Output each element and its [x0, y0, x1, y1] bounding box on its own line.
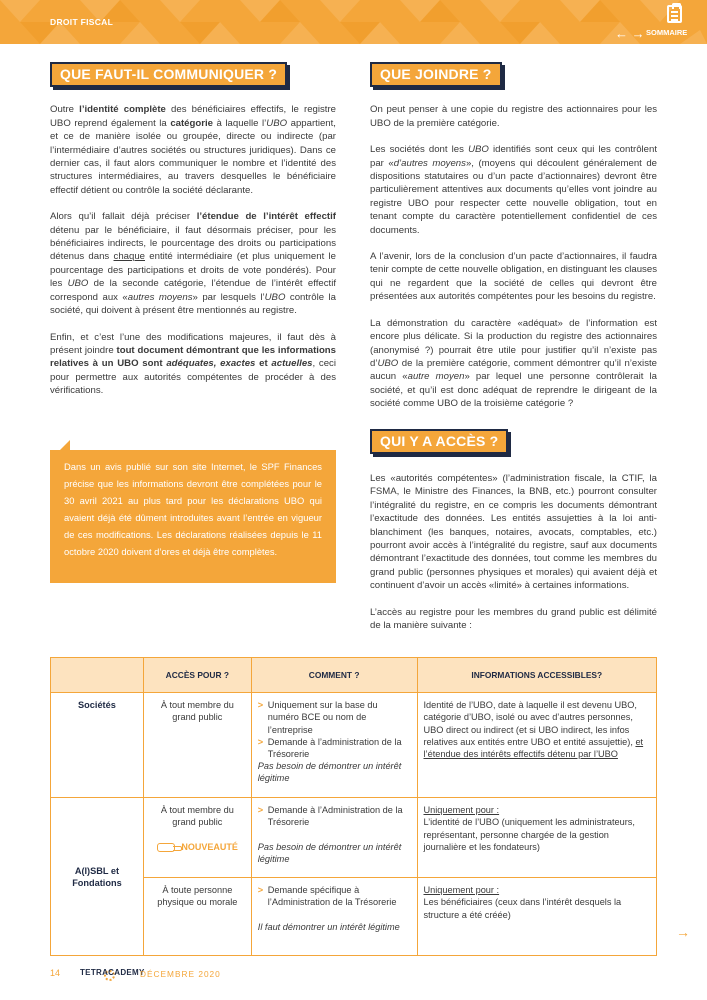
right-column: [370, 62, 657, 645]
text-run: l’étendue de l’intérêt effectif: [196, 211, 336, 223]
text-run: l’identité complète: [79, 104, 166, 116]
table-header-acces: ACCÈS POUR ?: [143, 658, 251, 693]
text-run: UBO: [67, 278, 89, 290]
text-run: autres moyens: [127, 291, 193, 303]
next-page-arrow[interactable]: →: [676, 924, 690, 940]
sommaire-link[interactable]: SOMMAIRE: [646, 28, 688, 37]
text-run: de la seconde catégorie, l’étendue de l’intérêt effectif correspond aux «: [50, 278, 336, 303]
text-run: Les «autorités compétentes» (l’administration fiscale, la CTIF, la FSMA, le Ministre des Finances, la BNB, etc.) pourront consulter l’intégralité du registre, en ce compris les documents démontrant l’exactitude des données. Les entités assujetties à la loi anti-blanchiment (les banques, notaires, avocats, comptables, etc.) pourront avoir accès à l’intégralité du registre, sauf aux documents démontrant l’exactitude des données, tout comme les membres du grand public (personnes physiques et morales) qui avaient déjà et continuent d’avoir un accès «limité» à certaines informations.: [370, 472, 657, 592]
note-text: Il faut démontrer un intérêt légitime: [257, 921, 400, 932]
acces-text: À tout membre du grand public: [160, 805, 234, 828]
bullet-item: > Demande à l’Administration de la Trésorerie: [258, 804, 411, 828]
info-text: Les bénéficiaires (ceux dans l’intérêt desquels la structure a été créée): [423, 897, 622, 920]
page-header: [0, 0, 707, 44]
heading-que-faut-il-communiquer: QUE FAUT-IL COMMUNIQUER ?: [50, 62, 287, 87]
text-run: identifiés sont ceux qui les contrôlent par «: [370, 144, 657, 169]
clipboard-icon[interactable]: [667, 5, 682, 23]
table-row-societes: [51, 693, 657, 798]
right-paragraph-2: [370, 143, 657, 237]
text-run: entité intermédiaire (et plus uniquement le pourcentage des participations et droits de vote pondérés). Pour les: [50, 251, 336, 290]
cell-acces-asbl-2: À toute personne physique ou morale: [143, 878, 251, 956]
text-run: , ceci pour permettre aux autorités compétentes de procéder à des vérifications.: [50, 358, 336, 397]
table-header-row: [51, 658, 657, 693]
text-run: » par lequel une personne contrôlerait la société, et qu’il est donc adéquat de reprendre le dirigeant de la société comme UBO de la troisième catégorie ?: [370, 371, 658, 410]
info-title: Uniquement pour :: [423, 885, 500, 896]
note-text: Pas besoin de démontrer un intérêt légitime: [257, 761, 402, 784]
issue-date: DÉCEMBRE 2020: [140, 969, 221, 979]
text-run: contrôle la société, qui doivent à présent être mentionnés au registre.: [50, 291, 336, 317]
text-run: Outre: [50, 104, 80, 116]
access-table: [50, 657, 657, 956]
tetracademy-logo: TETRACADEMY: [80, 968, 145, 977]
text-run: et: [255, 358, 272, 370]
text-run: UBO: [377, 357, 399, 369]
text-run: » par lesquels l’: [192, 291, 265, 303]
left-paragraph-2: [50, 210, 336, 317]
cell-info-societes: [417, 693, 657, 798]
left-column: [50, 62, 336, 411]
right-paragraph-1: [370, 103, 657, 130]
text-run: de la première catégorie, comment démontrer qu’il n’existe aucun «: [370, 357, 657, 383]
text-run: autre moyen: [407, 371, 465, 383]
row-label-societes: Sociétés: [51, 693, 144, 798]
nav-arrows[interactable]: ← →: [615, 26, 645, 41]
table-header-informations: INFORMATIONS ACCESSIBLES?: [417, 658, 657, 693]
cell-info-asbl-1: [417, 798, 657, 878]
text-run: UBO: [264, 291, 286, 303]
page-number: 14: [50, 968, 61, 978]
heading-que-joindre: QUE JOINDRE ?: [370, 62, 502, 87]
right-paragraph-4: [370, 317, 657, 411]
pointing-hand-icon: [157, 843, 175, 852]
table-row-asbl-1: [51, 798, 657, 878]
callout-text: Dans un avis publié sur son site Internet, le SPF Finances précise que les informations devront être complétées pour le 30 avril 2021 au plus tard pour les déclarations UBO qui avaient déjà été dûment introduites avant l’entrée en vigueur de ces modifications. Les déclarations réalisées depuis le 11 octobre 2020 doivent d’ores et déjà être complètes.: [64, 461, 322, 557]
nouveaute-label: NOUVEAUTÉ: [181, 841, 238, 852]
text-run: On peut penser à une copie du registre des actionnaires pour les UBO de la première catégorie.: [370, 104, 657, 129]
info-text: L’identité de l’UBO (uniquement les administrateurs, représentant, personne chargée de la gestion journalière et les fondateurs): [423, 817, 635, 852]
info-title: Uniquement pour :: [423, 805, 500, 816]
text-run: Enfin, et c’est l’une des modifications majeures, il faut dès à présent joindre: [50, 331, 336, 356]
right-paragraph-5: [370, 472, 657, 593]
section-label: DROIT FISCAL: [50, 17, 114, 27]
heading-qui-y-a-acces: QUI Y A ACCÈS ?: [370, 429, 508, 454]
text-run: La démonstration du caractère «adéquat» de l’information est encore plus délicate. Si la production du registre des actionnaires (anonymisé ?) pourrait être utile pour justifier qu’il n’existe pas d’: [370, 317, 657, 369]
text-run: Alors qu’il fallait déjà préciser: [50, 211, 197, 223]
cell-acces-asbl-1: [143, 798, 251, 878]
note-text: Pas besoin de démontrer un intérêt légitime: [257, 841, 402, 864]
text-run: à laquelle l’: [212, 117, 267, 129]
text-run: catégorie: [170, 117, 213, 129]
text-run: L’accès au registre pour les membres du grand public est délimité de la manière suivante :: [370, 606, 657, 631]
text-run: Les sociétés dont les: [370, 144, 469, 156]
right-paragraph-3: [370, 250, 657, 304]
bullet-item: > Demande à l’administration de la Trésorerie: [258, 736, 411, 760]
cell-info-asbl-2: [417, 878, 657, 956]
info-text: Identité de l’UBO, date à laquelle il est devenu UBO, catégorie d’UBO, isolé ou avec d’autres personnes, UBO direct ou indirect (et si UBO indirect, les infos relatives aux entités entre UBO et entité assujettie),: [423, 700, 637, 747]
cell-acces-societes: À tout membre du grand public: [143, 693, 251, 798]
text-run: A l’avenir, lors de la conclusion d’un pacte d’actionnaires, il faudra tenir compte de cette nouvelle obligation, en distinguant les clauses qui ne regardent que la société de celles qui devront être présentées aux autorités compétentes pour les besoins du registre.: [370, 251, 657, 303]
right-paragraph-6: [370, 606, 657, 633]
row-label-asbl: A(I)SBL et Fondations: [51, 798, 144, 956]
text-run: détenu par le bénéficiaire, il faut désormais préciser, pour les bénéficiaires indirects, le pourcentage des droits ou participations détenus dans: [50, 224, 336, 263]
text-run: UBO: [266, 117, 288, 129]
table-header-comment: COMMENT ?: [251, 658, 417, 693]
text-run: des bénéficiaires effectifs, le registre UBO reprend également la: [50, 104, 336, 129]
left-paragraph-3: [50, 331, 336, 398]
nouveaute-badge: [150, 841, 245, 853]
text-run: UBO: [468, 144, 489, 156]
table-header-blank: [51, 658, 144, 693]
text-run: chaque: [113, 251, 145, 263]
text-run: appartient, et ce de manière isolée ou groupée, directe ou indirecte (par l’intermédiaire d’autres sociétés ou structures juridiques). Dans ce dernier cas, il faut alors communiquer le nombre et l’identité des structures intermédiaires, au travers desquelles le bénéficiaire effectif détient ou contrôle la société déclarante.: [50, 117, 336, 196]
info-underlined-text: et l’étendue des intérêts effectifs détenu par l’UBO: [423, 736, 644, 760]
text-run: d’autres moyens: [393, 157, 466, 169]
callout-box: [50, 450, 336, 583]
cell-comment-asbl-1: [251, 798, 417, 878]
text-run: », (moyens qui découlent généralement de dispositions statutaires ou d’un pacte d’actionnaires) devront être particulièrement attentives aux documents qu’elles vont joindre au registre UBO pour respecter cette nouvelle obligation, tout en tenant compte du caractère potentiellement confidentiel de ces documents.: [370, 157, 658, 236]
cell-comment-societes: [251, 693, 417, 798]
bullet-item: > Demande spécifique à l’Administration de la Trésorerie: [258, 884, 411, 908]
cell-comment-asbl-2: [251, 878, 417, 956]
left-paragraph-1: [50, 103, 336, 197]
text-run: actuelles: [271, 358, 313, 370]
text-run: tout document démontrant que les informations relatives à un UBO sont: [50, 344, 336, 370]
bullet-item: > Uniquement sur la base du numéro BCE ou nom de l’entreprise: [258, 699, 411, 736]
text-run: adéquates, exactes: [166, 358, 256, 370]
